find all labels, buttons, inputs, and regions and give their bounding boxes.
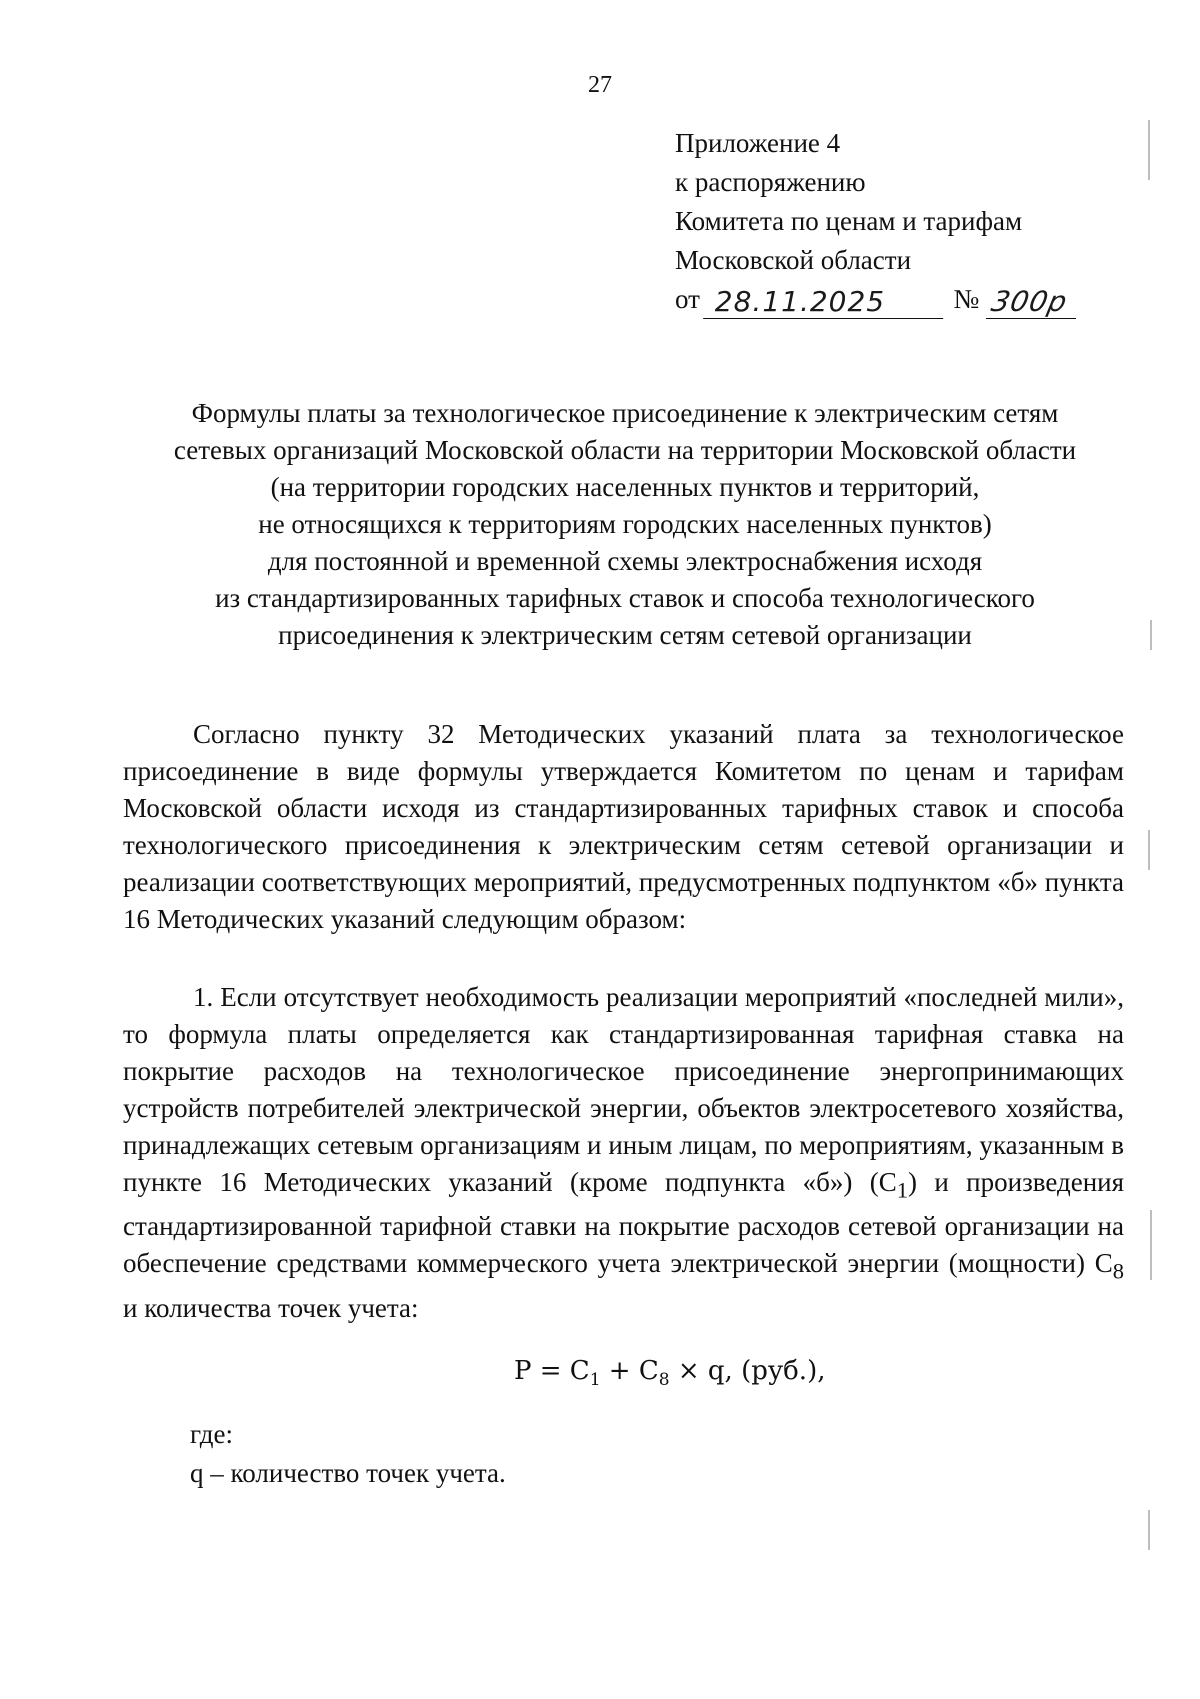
handwritten-number: 300р [988,285,1071,318]
subscript-8: 8 [1112,1258,1124,1284]
formula-p: P = C [514,1356,590,1386]
page-number: 27 [588,72,612,98]
title-line: присоединения к электрическим сетям сетевой организации [278,620,972,650]
appendix-line-4: Московской области [675,245,912,275]
title-line: сетевых организаций Московской области на территории Московской области [173,435,1077,465]
appendix-line-3: Комитета по ценам и тарифам [675,206,1023,236]
scan-artifact [1148,830,1150,870]
formula-mid: + C [600,1356,659,1386]
appendix-block [675,124,1076,319]
date-prefix: от [675,284,700,314]
formula-sub-8: 8 [658,1370,670,1391]
paragraph-item-1 [123,979,1124,1327]
scan-artifact [1150,1210,1152,1280]
document-title [60,395,1190,654]
paragraph-intro: Согласно пункту 32 Методических указаний плата за технологическое присоединение в виде формулы утверждается Комитетом по ценам и тарифам Московской области исходя из стандартизированных тарифных ставок и способа технологического присоединения к электрическим сетям сетевой организации и реализации соответствующих мероприятий, предусмотренных подпунктом «б» пункта 16 Методических указаний следующим образом: [123,719,1124,934]
where-label: где: [190,1419,233,1449]
handwritten-date: 28.11.2025 [714,285,885,318]
number-field [986,282,1076,319]
date-number-line [675,280,1076,319]
scan-artifact [1148,120,1150,180]
paragraph-item-1-part2: ) и произведения стандартизированной тарифной ставки на покрытие расходов сетевой организации на обеспечение средствами коммерческого учета электрической энергии (мощности) С [123,1167,1125,1279]
title-line: из стандартизированных тарифных ставок и способа технологического [215,583,1035,613]
number-prefix: № [953,284,980,314]
date-field [703,282,951,319]
paragraph-item-1-part1: 1. Если отсутствует необходимость реализации мероприятий «последней мили», то формула платы определяется как стандартизированная тарифная ставка на покрытие расходов на технологическое присоединение энергопринимающих устройств потребителей электрической энергии, объектов электросетевого хозяйства, принадлежащих сетевым организациям и иным лицам, по мероприятиям, указанным в пункте 16 Методических указаний (кроме подпункта «б») (С [123,982,1124,1197]
subscript-1: 1 [896,1177,908,1203]
title-line: Формулы платы за технологическое присоединение к электрическим сетям [191,398,1059,428]
q-definition: q – количество точек учета. [190,1458,506,1488]
scan-artifact [1150,620,1152,650]
scan-artifact [1148,1510,1150,1550]
formula-sub-1: 1 [589,1370,601,1391]
title-line: для постоянной и временной схемы электроснабжения исходя [267,546,983,576]
formula [514,1356,825,1390]
title-line: не относящихся к территориям городских населенных пунктов) [258,509,992,539]
appendix-line-2: к распоряжению [675,167,866,197]
appendix-line-1: Приложение 4 [675,128,841,158]
formula-tail: × q, (руб.), [669,1356,826,1386]
paragraph-item-1-part3: и количества точек учета: [123,1292,419,1323]
title-line: (на территории городских населенных пунктов и территорий, [270,472,980,502]
